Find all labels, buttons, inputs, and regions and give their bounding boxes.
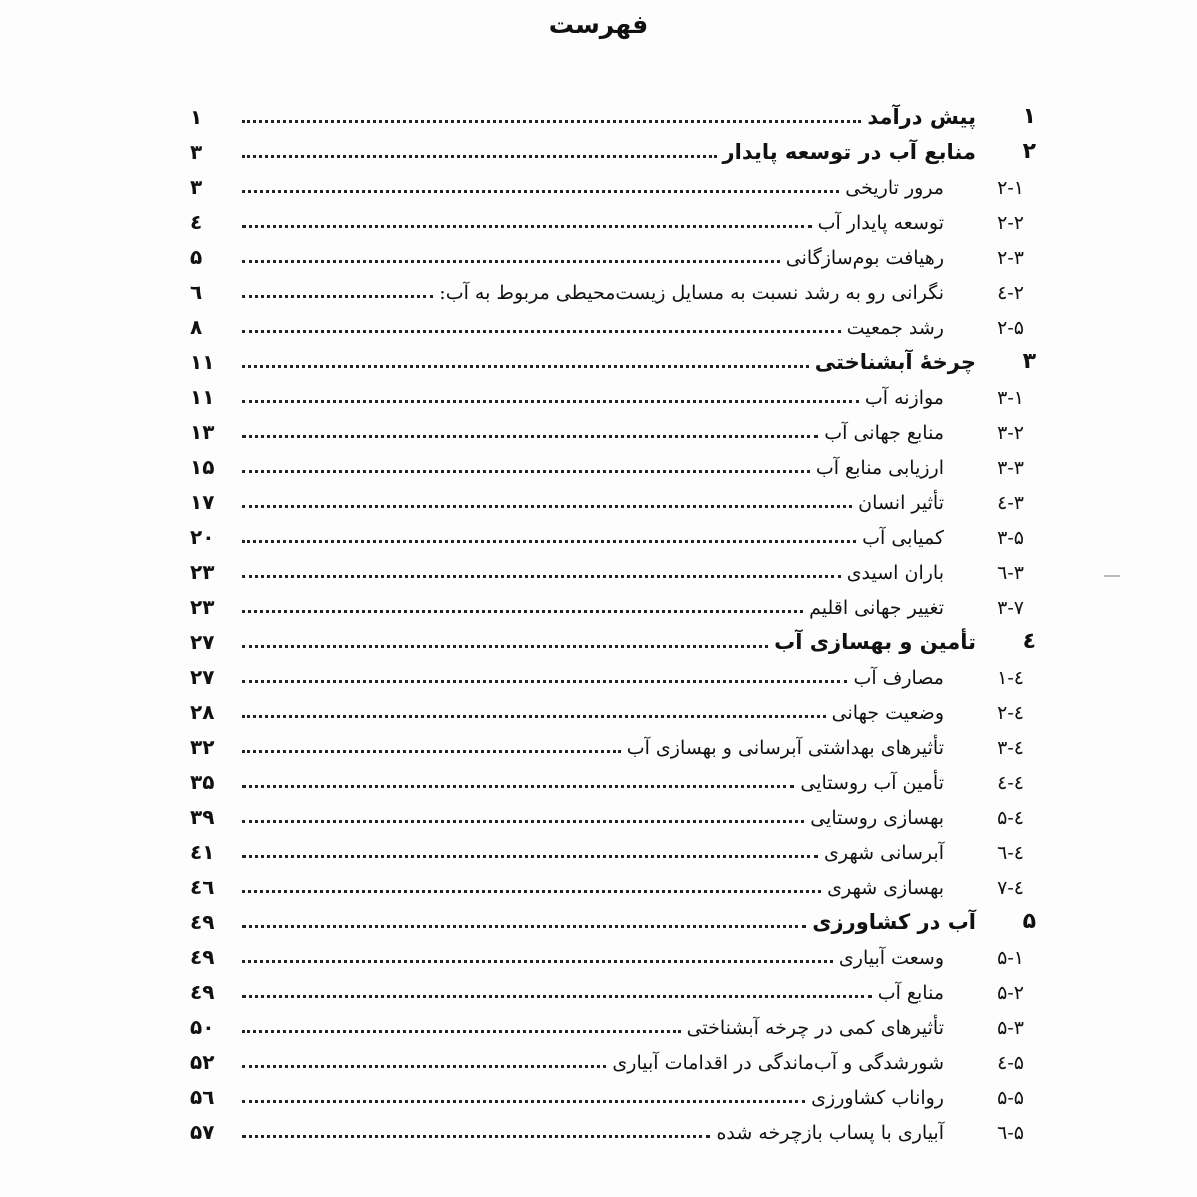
entry-page-number: ٤	[190, 210, 203, 234]
entry-page-number: ۱۷	[190, 490, 215, 514]
entry-number: ۳-۵	[997, 527, 1024, 549]
dot-leader	[242, 1065, 606, 1068]
toc-section-entry	[190, 1109, 1036, 1144]
entry-number: ۲-۳	[997, 247, 1024, 269]
entry-page-number: ۲۸	[190, 700, 215, 724]
entry-page-number: ۵٦	[190, 1085, 215, 1109]
entry-title: وسعت آبیاری	[838, 947, 944, 969]
dot-leader	[242, 505, 852, 508]
entry-title: تأثیرهای بهداشتی آبرسانی و بهسازی آب	[626, 737, 944, 759]
dot-leader	[242, 680, 847, 683]
entry-title: چرخهٔ آبشناختی	[814, 350, 976, 374]
toc-section-entry	[190, 969, 1036, 1004]
dot-leader	[242, 855, 818, 858]
entry-number: ۳-۳	[997, 457, 1024, 479]
toc-section-entry	[190, 234, 1036, 269]
toc-chapter-entry	[190, 339, 1036, 374]
entry-page-number: ۵۲	[190, 1050, 215, 1074]
dot-leader	[242, 400, 859, 403]
entry-page-number: ٤۹	[190, 980, 215, 1004]
entry-number: ٤-۱	[997, 667, 1024, 689]
entry-page-number: ۱۱	[190, 350, 215, 374]
dot-leader	[242, 890, 821, 893]
dot-leader	[242, 715, 826, 718]
entry-title: بهسازی شهری	[827, 877, 944, 899]
dot-leader	[242, 120, 861, 123]
toc-section-entry	[190, 654, 1036, 689]
entry-title: تأمین و بهسازی آب	[774, 630, 976, 654]
dot-leader	[242, 225, 812, 228]
entry-number: ۳	[1022, 349, 1036, 374]
entry-number: ۵-۱	[997, 947, 1024, 969]
entry-title: آبیاری با پساب بازچرخه شده	[716, 1122, 944, 1144]
dot-leader	[242, 365, 809, 368]
toc-chapter-entry	[190, 129, 1036, 164]
entry-number: ۵-٤	[997, 1052, 1024, 1074]
toc-section-entry	[190, 1074, 1036, 1109]
dot-leader	[242, 470, 810, 473]
entry-title: منابع آب	[877, 982, 944, 1004]
entry-number: ٤-۲	[997, 702, 1024, 724]
entry-title: کمیابی آب	[862, 527, 944, 549]
entry-title: شورشدگی و آب‌ماندگی در اقدامات آبیاری	[612, 1052, 944, 1074]
entry-number: ٤-۳	[997, 737, 1024, 759]
entry-number: ۲-۱	[997, 177, 1024, 199]
entry-page-number: ۳	[190, 175, 203, 199]
entry-number: ۵-۵	[997, 1087, 1024, 1109]
entry-number: ٤-۷	[997, 877, 1024, 899]
toc-section-entry	[190, 409, 1036, 444]
toc-section-entry	[190, 1039, 1036, 1074]
dot-leader	[242, 925, 806, 928]
dot-leader	[242, 435, 818, 438]
entry-title: ارزیابی منابع آب	[815, 457, 944, 479]
entry-number: ٤-۵	[997, 807, 1024, 829]
entry-title: تغییر جهانی اقلیم	[809, 597, 944, 619]
toc-section-entry	[190, 164, 1036, 199]
toc-section-entry	[190, 1004, 1036, 1039]
dot-leader	[242, 610, 803, 613]
entry-number: ۳-٤	[997, 492, 1024, 514]
entry-page-number: ۵۷	[190, 1120, 215, 1144]
dot-leader	[242, 155, 717, 158]
page-title: فهرست	[548, 10, 649, 39]
entry-number: ٤	[1022, 629, 1036, 654]
entry-number: ۳-۲	[997, 422, 1024, 444]
toc-section-entry	[190, 829, 1036, 864]
entry-title: مصارف آب	[853, 667, 944, 689]
toc-chapter-entry	[190, 94, 1036, 129]
entry-page-number: ۱	[190, 105, 203, 129]
entry-page-number: ٦	[190, 280, 203, 304]
dot-leader	[242, 330, 841, 333]
dot-leader	[242, 190, 839, 193]
entry-title: موازنه آب	[864, 387, 944, 409]
entry-title: منابع جهانی آب	[824, 422, 944, 444]
table-of-contents	[190, 94, 1036, 1144]
entry-page-number: ٤٦	[190, 875, 215, 899]
scan-mark	[1104, 575, 1120, 577]
dot-leader	[242, 995, 872, 998]
entry-page-number: ۲۰	[190, 525, 215, 549]
entry-page-number: ٤۱	[190, 840, 215, 864]
dot-leader	[242, 1135, 710, 1138]
toc-section-entry	[190, 724, 1036, 759]
entry-title: رواناب کشاورزی	[811, 1087, 944, 1109]
entry-page-number: ۵	[190, 245, 203, 269]
entry-title: مرور تاریخی	[845, 177, 944, 199]
dot-leader	[242, 1030, 681, 1033]
dot-leader	[242, 260, 780, 263]
entry-title: آبرسانی شهری	[824, 842, 944, 864]
dot-leader	[242, 1100, 805, 1103]
entry-title: رهیافت بوم‌سازگانی	[785, 247, 944, 269]
toc-section-entry	[190, 794, 1036, 829]
entry-number: ۵-۲	[997, 982, 1024, 1004]
entry-title: تأثیر انسان	[858, 492, 944, 514]
entry-title: آب در کشاورزی	[812, 910, 976, 934]
toc-section-entry	[190, 269, 1036, 304]
entry-title: توسعه پایدار آب	[817, 212, 944, 234]
entry-number: ۱	[1022, 104, 1036, 129]
entry-page-number: ٤۹	[190, 910, 215, 934]
dot-leader	[242, 575, 841, 578]
dot-leader	[242, 820, 804, 823]
toc-section-entry	[190, 689, 1036, 724]
entry-page-number: ۲۷	[190, 630, 215, 654]
entry-page-number: ۱۱	[190, 385, 215, 409]
entry-page-number: ۱۳	[190, 420, 215, 444]
toc-section-entry	[190, 549, 1036, 584]
toc-section-entry	[190, 864, 1036, 899]
toc-section-entry	[190, 934, 1036, 969]
entry-page-number: ۲۷	[190, 665, 215, 689]
entry-number: ۵-٦	[997, 1122, 1024, 1144]
entry-page-number: ۳۲	[190, 735, 215, 759]
entry-number: ۳-۱	[997, 387, 1024, 409]
toc-section-entry	[190, 584, 1036, 619]
entry-number: ۲-۵	[997, 317, 1024, 339]
dot-leader	[242, 960, 833, 963]
toc-section-entry	[190, 199, 1036, 234]
toc-section-entry	[190, 444, 1036, 479]
entry-page-number: ٤۹	[190, 945, 215, 969]
entry-page-number: ۳۹	[190, 805, 215, 829]
toc-chapter-entry	[190, 619, 1036, 654]
entry-page-number: ۳	[190, 140, 203, 164]
entry-title: نگرانی رو به رشد نسبت به مسایل زیست‌محیطی مربوط به آب:	[439, 282, 944, 304]
entry-page-number: ۳۵	[190, 770, 215, 794]
toc-section-entry	[190, 374, 1036, 409]
dot-leader	[242, 540, 856, 543]
toc-chapter-entry	[190, 899, 1036, 934]
entry-title: باران اسیدی	[846, 562, 944, 584]
dot-leader	[242, 645, 768, 648]
dot-leader	[242, 785, 794, 788]
entry-page-number: ۲۳	[190, 595, 215, 619]
entry-title: پیش درآمد	[867, 105, 976, 129]
entry-title: تأمین آب روستایی	[800, 772, 944, 794]
entry-number: ٤-٤	[997, 772, 1024, 794]
entry-title: منابع آب در توسعه پایدار	[722, 140, 976, 164]
dot-leader	[242, 750, 621, 753]
entry-number: ۲-۲	[997, 212, 1024, 234]
entry-number: ۲	[1022, 139, 1036, 164]
toc-section-entry	[190, 759, 1036, 794]
entry-number: ۲-٤	[997, 282, 1024, 304]
entry-number: ٤-٦	[997, 842, 1024, 864]
toc-section-entry	[190, 304, 1036, 339]
entry-title: رشد جمعیت	[846, 317, 944, 339]
entry-page-number: ۸	[190, 315, 203, 339]
toc-section-entry	[190, 479, 1036, 514]
toc-section-entry	[190, 514, 1036, 549]
entry-number: ۵	[1022, 909, 1036, 934]
entry-number: ۳-۷	[997, 597, 1024, 619]
entry-number: ۳-٦	[997, 562, 1024, 584]
entry-title: وضعیت جهانی	[831, 702, 944, 724]
entry-title: تأثیرهای کمی در چرخه آبشناختی	[686, 1017, 944, 1039]
entry-page-number: ۱۵	[190, 455, 215, 479]
entry-title: بهسازی روستایی	[810, 807, 944, 829]
entry-number: ۵-۳	[997, 1017, 1024, 1039]
entry-page-number: ۵۰	[190, 1015, 215, 1039]
dot-leader	[242, 295, 433, 298]
entry-page-number: ۲۳	[190, 560, 215, 584]
